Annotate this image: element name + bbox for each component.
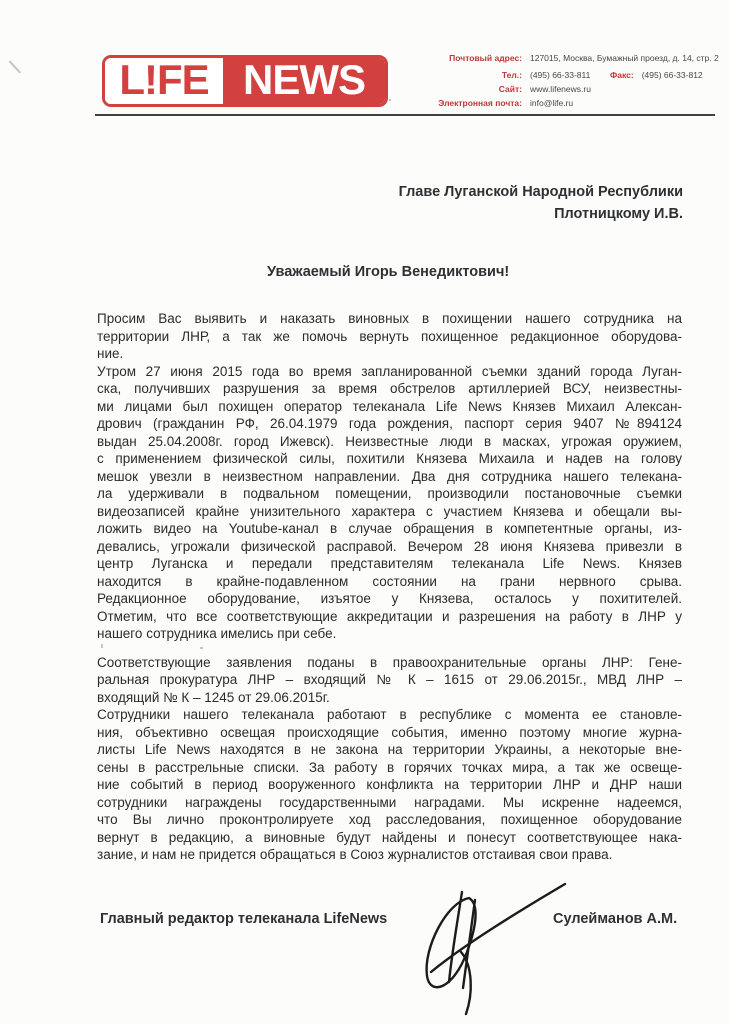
signoff-name: Сулейманов А.М. [553, 911, 678, 927]
body-line: Утром 27 июня 2015 года во время запланированной съемки зданий города Луган- [97, 363, 682, 379]
body-line: дрович (гражданин РФ, 26.04.1979 года рождения, паспорт серия 9407 №894124 [97, 416, 682, 431]
body-line: Соответствующие заявления поданы в правоохранительные органы ЛНР: Гене- [97, 654, 682, 670]
logo-life-text: L!FE [105, 58, 223, 104]
contact-value: info@life.ru [530, 98, 574, 108]
body-line: территории ЛНР, а так же помочь вернуть похищенное редакционное оборудова- [97, 328, 682, 344]
lifenews-logo [102, 55, 388, 107]
body-line: зание, и нам не придется обращаться в Союз журналистов отстаивая свои права. [97, 847, 613, 862]
body-line: ние событий в период вооруженного конфликта на территории ЛНР и ДНР наши [97, 777, 682, 792]
handwritten-signature [403, 856, 693, 1024]
body-line: нашего сотрудника имелись при себе. [97, 626, 337, 641]
body-line: листы Life News находятся в не закона на территории Украины, а некоторые вне- [97, 742, 682, 757]
paragraph [97, 363, 682, 643]
body-line: Редакционное оборудование, изъятое у Князева, осталось у похитителей. [97, 591, 682, 606]
body-line: Сотрудники нашего телеканала работают в республике с момента ее становле- [97, 707, 682, 722]
body-line: центр Луганска и передали представителям телеканала Life News. Князев [97, 556, 682, 571]
body-line: мешок увезли в неизвестном направлении. Два дня сотрудника нашего телекана- [97, 468, 682, 484]
contact-row-email [437, 96, 722, 110]
body-line: видеозаписей крайне унизительного характера с участием Князева и обещали вы- [97, 503, 682, 519]
body-line: девались, угрожали физической расправой. Вечером 28 июня Князева привезли в [97, 538, 682, 554]
contact-label: Факс: [610, 70, 634, 80]
contact-label: Электронная почта: [438, 98, 522, 108]
body-line: сены в расстрельные списки. За работу в горячих точках мира, а так же освеще- [97, 759, 682, 775]
signoff-title: Главный редактор телеканала LifeNews [100, 911, 388, 927]
body-line: ми лицами был похищен оператор телеканала Life News Князев Михаил Алексан- [97, 398, 682, 414]
body-line: ние. [97, 346, 124, 361]
addressee-line-1: Главе Луганской Народной Республики [398, 184, 683, 200]
body-line: Просим Вас выявить и наказать виновных в похищении нашего сотрудника на [97, 311, 682, 326]
body-line: Отметим, что все соответствующие аккредитации и разрешения на работу в ЛНР у [97, 608, 682, 624]
body-line: выдан 25.04.2008г. город Ижевск). Неизвестные люди в масках, угрожая оружием, [97, 433, 682, 449]
paragraph [97, 654, 682, 707]
body-line: ложить видео на Youtube-канал в случае обращения в компетентные органы, из- [97, 521, 682, 536]
body-line: ла удерживали в подвальном помещении, производили постановочные съемки [97, 486, 682, 501]
body-line: входящий № К – 1245 от 29.06.2015г. [97, 689, 330, 705]
contact-value: (495) 66-33-812 [641, 70, 703, 80]
body-line: вернут в редакцию, а виновные будут найдены и понесут соответствующее нака- [97, 829, 682, 845]
logo-news-text: NEWS [223, 58, 385, 104]
scan-artifact [200, 647, 203, 649]
contact-value: www.lifenews.ru [530, 84, 591, 94]
body-line: с применением физической силы, похитили Князева Михаила и надев на голову [97, 451, 682, 466]
header-divider [95, 114, 715, 116]
contact-label: Сайт: [498, 84, 522, 94]
contact-row-phone-fax [437, 68, 722, 82]
addressee-block [399, 181, 683, 225]
scan-artifact [101, 644, 103, 648]
paragraph [97, 706, 682, 864]
contact-row-site [437, 82, 722, 96]
body-line: что Вы лично проконтролируете ход расследования, похищенное оборудование [97, 812, 682, 827]
contact-row-address [437, 51, 722, 65]
contact-value: (495) 66-33-811 [530, 70, 591, 80]
body-line: ния, объективно освещая происходящие события, именно поэтому многие журна- [97, 724, 682, 740]
body-line: ральная прокуратура ЛНР – входящий № К – 1615 от 29.06.2015г., МВД ЛНР – [97, 672, 682, 687]
scan-artifact [389, 99, 391, 101]
salutation: Уважаемый Игорь Венедиктович! [267, 264, 510, 280]
scan-artifact [9, 60, 21, 73]
addressee-line-2: Плотницкому И.В. [554, 206, 683, 222]
letter-body [97, 310, 682, 864]
body-line: ска, получивших разрушения за время обстрелов артиллерией ВСУ, неизвестны- [97, 381, 682, 396]
contact-label: Почтовый адрес: [449, 53, 522, 63]
body-line: находится в крайне-подавленном состоянии на грани нервного срыва. [97, 573, 682, 589]
contact-label: Тел.: [501, 70, 522, 80]
contact-block [437, 51, 722, 110]
contact-value: 127015, Москва, Бумажный проезд, д. 14, стр. 2 [530, 53, 719, 63]
body-line: сотрудники награждены государственными наградами. Мы искренне надеемся, [97, 794, 682, 810]
paragraph [97, 310, 682, 363]
